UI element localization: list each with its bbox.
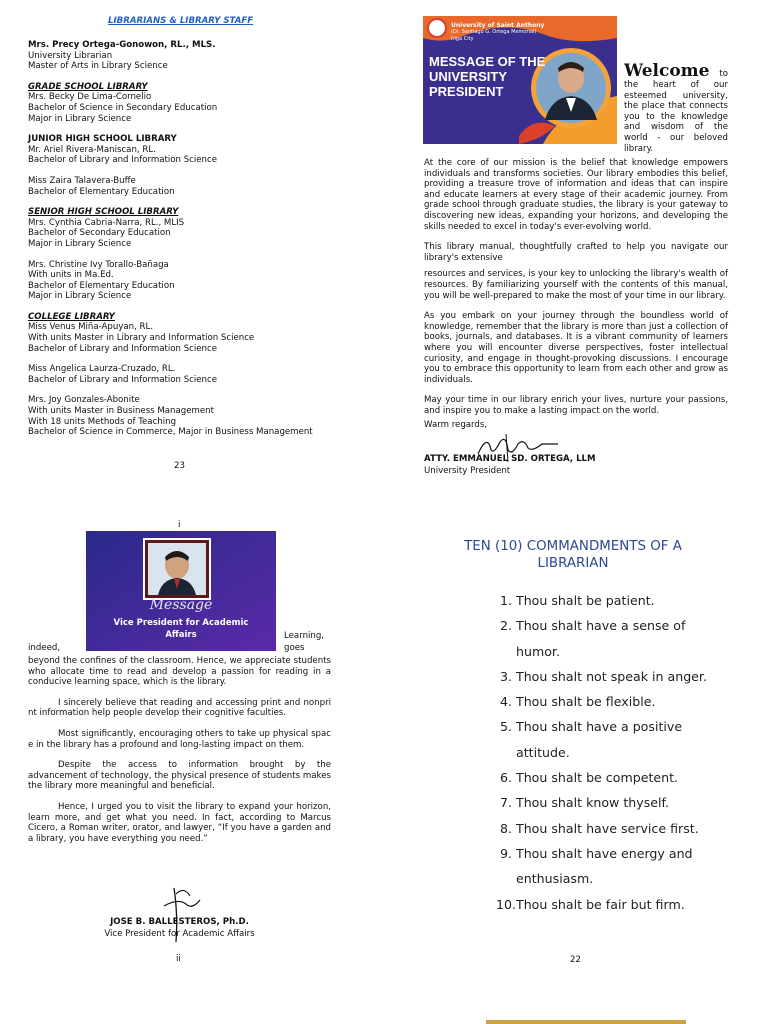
vp-banner-title <box>86 617 276 641</box>
staff-line: With units Master in Library and Information Science <box>28 333 255 344</box>
banner-school-sub: (Dr. Santiago G. Ortega Memorial) <box>451 29 537 35</box>
staff-line: Major in Library Science <box>28 291 132 302</box>
commandment-item <box>496 588 726 613</box>
paragraph: At the core of our mission is the belief that knowledge empowers individuals and transforms societies. Our library embodies this belief, providing a treasure trove of information and ideas that can inspire and educate learners at every stage of their academic journey. From grade school through graduate studies, the library is your gateway to discovering new ideas, expanding your horizons, and developing the skills needed to excel in today's ever-evolving world. <box>424 158 728 232</box>
commandment-item <box>496 689 726 714</box>
commandment-text: attitude. <box>516 744 570 760</box>
staff-line: With 18 units Methods of Teaching <box>28 416 177 427</box>
commandment-text: Thou shalt not speak in anger. <box>516 668 707 684</box>
vp-side-left: indeed, <box>28 643 61 653</box>
banner-title-line: MESSAGE OF THE <box>429 54 546 69</box>
commandment-item <box>496 841 726 866</box>
commandments-title: TEN (10) COMMANDMENTS OF A LIBRARIAN <box>464 539 682 571</box>
president-message-body <box>424 158 728 431</box>
commandment-item <box>496 740 726 765</box>
staff-line: Bachelor of Library and Information Science <box>28 155 218 166</box>
president-title: University President <box>424 466 511 476</box>
staff-page-title: LIBRARIANS & LIBRARY STAFF <box>108 16 254 26</box>
commandment-text: Thou shalt be patient. <box>516 593 655 608</box>
welcome-word: Welcome <box>624 61 710 81</box>
staff-line: With units Master in Business Management <box>28 406 214 417</box>
staff-line: Miss Angelica Laurza-Cruzado, RL. <box>28 364 176 375</box>
vp-side-right: goes <box>284 643 305 653</box>
page-number: 22 <box>570 955 581 965</box>
commandment-number <box>496 639 516 664</box>
college-heading: COLLEGE LIBRARY <box>28 311 115 322</box>
vp-name: JOSE B. BALLESTEROS, Ph.D. <box>110 917 249 927</box>
commandments-list <box>496 588 726 917</box>
commandment-text: Thou shalt be flexible. <box>516 694 656 710</box>
staff-line: Bachelor of Library and Information Science <box>28 343 218 354</box>
staff-line: University Librarian <box>28 50 113 61</box>
staff-line: Major in Library Science <box>28 113 132 124</box>
commandment-number <box>496 866 516 891</box>
welcome-text: to the heart of our esteemed university, the place that connects you to the knowledge and wisdom of the world - our beloved library. <box>624 69 728 154</box>
staff-line: Bachelor of Elementary Education <box>28 186 175 197</box>
head-librarian-name: Mrs. Precy Ortega-Gonowon, RL., MLS. <box>28 40 216 50</box>
staff-line: Bachelor of Science in Commerce, Major in Business Management <box>28 427 313 438</box>
staff-line: Major in Library Science <box>28 238 132 249</box>
vp-banner-title-line: Affairs <box>165 630 197 640</box>
commandment-number: 1. <box>499 593 512 608</box>
paragraph: beyond the confines of the classroom. Hence, we appreciate students who allocate time to read and develop a passion for reading in a conducive learning space, which is the library. <box>28 656 331 688</box>
junior-high-heading: JUNIOR HIGH SCHOOL LIBRARY <box>28 134 177 145</box>
next-page-edge <box>486 1020 686 1024</box>
commandment-item <box>496 613 726 638</box>
page-marker: i <box>178 520 181 530</box>
paragraph: May your time in our library enrich your lives, nurture your passions, and inspire you to make a lasting impact on the world. <box>424 395 728 416</box>
banner-title-line: PRESIDENT <box>429 84 504 99</box>
grade-school-heading: GRADE SCHOOL LIBRARY <box>28 81 148 92</box>
president-name: ATTY. EMMANUEL SD. ORTEGA, LLM <box>424 454 596 464</box>
commandment-number: 2. <box>499 618 512 634</box>
commandment-number: 9. <box>499 845 512 861</box>
commandment-item <box>496 639 726 664</box>
paragraph: Most significantly, encouraging others to take up physical spac e in the library has a profound and long-lasting impact on them. <box>28 728 331 750</box>
commandment-item <box>496 816 726 841</box>
vp-banner-script: Message <box>149 597 213 613</box>
vp-title: Vice President for Academic Affairs <box>104 929 255 939</box>
staff-line: Mrs. Becky De Lima-Cornelio <box>28 92 152 103</box>
staff-line: Bachelor of Elementary Education <box>28 280 175 291</box>
commandment-text: Thou shalt have service first. <box>516 820 699 836</box>
vp-banner-title-line: Vice President for Academic <box>113 618 249 628</box>
president-message-banner <box>423 16 617 144</box>
commandment-number: 3. <box>499 668 512 684</box>
paragraph: resources and services, is your key to unlocking the library's wealth of resources. By familiarizing yourself with the contents of this manual, you will be well-prepared to make the most of your time in our library. <box>424 269 728 301</box>
commandment-text: enthusiasm. <box>516 871 594 887</box>
commandment-item <box>496 790 726 815</box>
school-seal-icon <box>428 19 446 37</box>
commandment-number <box>496 740 516 765</box>
paragraph: As you embark on your journey through the boundless world of knowledge, remember that the library is more than just a collection of books, journals, and databases. It is a vibrant community of learners where you will encounter diverse perspectives, foster intellectual curiosity, and engage in thought-provoking discussions. I encourage you to embrace this opportunity to learn from each other and grow as individuals. <box>424 311 728 385</box>
page-number: 23 <box>174 461 185 471</box>
banner-title-line: UNIVERSITY <box>429 69 508 84</box>
staff-line: Miss Venus Miña-Apuyan, RL. <box>28 322 154 333</box>
commandment-text: humor. <box>516 643 560 659</box>
page-number: ii <box>176 954 181 964</box>
paragraph: This library manual, thoughtfully crafted to help you navigate our library's extensive <box>424 242 728 263</box>
commandment-text: Thou shalt have energy and <box>516 845 693 861</box>
senior-high-heading: SENIOR HIGH SCHOOL LIBRARY <box>28 207 179 218</box>
commandment-text: Thou shalt have a sense of <box>516 618 686 634</box>
commandment-item <box>496 892 726 917</box>
vp-message-banner <box>86 531 276 651</box>
banner-school-name: University of Saint Anthony <box>451 22 545 29</box>
staff-line: Miss Zaira Talavera-Buffe <box>28 175 136 186</box>
paragraph: I sincerely believe that reading and accessing print and nonpri nt information help people develop their cognitive faculties. <box>28 697 331 719</box>
staff-line: Mr. Ariel Rivera-Maniscan, RL. <box>28 144 156 155</box>
commandment-number: 10. <box>496 896 517 912</box>
staff-line: Mrs. Christine Ivy Torallo-Bañaga <box>28 259 169 270</box>
commandment-item <box>496 765 726 790</box>
staff-line: Mrs. Cynthia Cabria-Narra, RL., MLIS <box>28 217 185 228</box>
banner-title <box>429 54 545 99</box>
commandment-text: Thou shalt know thyself. <box>516 795 670 811</box>
commandment-number: 5. <box>499 719 512 735</box>
staff-line: Mrs. Joy Gonzales-Abonite <box>28 395 140 406</box>
commandment-text: Thou shalt be competent. <box>516 770 679 786</box>
vp-message-body <box>28 656 331 844</box>
banner-school-city: Iriga City <box>451 36 474 42</box>
closing: Warm regards, <box>424 420 488 431</box>
commandment-number: 7. <box>499 795 512 811</box>
commandment-item <box>496 664 726 689</box>
commandment-number: 6. <box>499 770 512 786</box>
commandment-item <box>496 866 726 891</box>
staff-line: Bachelor of Library and Information Science <box>28 374 218 385</box>
staff-line: Bachelor of Science in Secondary Education <box>28 102 218 113</box>
commandment-item <box>496 714 726 739</box>
welcome-intro <box>624 62 728 154</box>
commandment-number: 8. <box>499 820 512 836</box>
vp-side-word: Learning, <box>284 631 325 641</box>
commandment-text: Thou shalt be fair but firm. <box>516 896 685 912</box>
commandment-number: 4. <box>499 694 512 710</box>
commandment-text: Thou shalt have a positive <box>516 719 683 735</box>
staff-line: With units in Ma.Ed. <box>28 270 114 281</box>
staff-line: Bachelor of Secondary Education <box>28 228 171 239</box>
staff-list <box>28 40 338 438</box>
paragraph: Despite the access to information brought by the advancement of technology, the physical presence of students makes the library more meaningful and beneficial. <box>28 760 331 792</box>
staff-line: Master of Arts in Library Science <box>28 61 168 72</box>
paragraph: Hence, I urged you to visit the library to expand your horizon, learn more, and get what you need. In fact, according to Marcus Cicero, a Roman writer, orator, and lawyer, “If you have a garden and a library, you have everything you need.” <box>28 801 331 844</box>
